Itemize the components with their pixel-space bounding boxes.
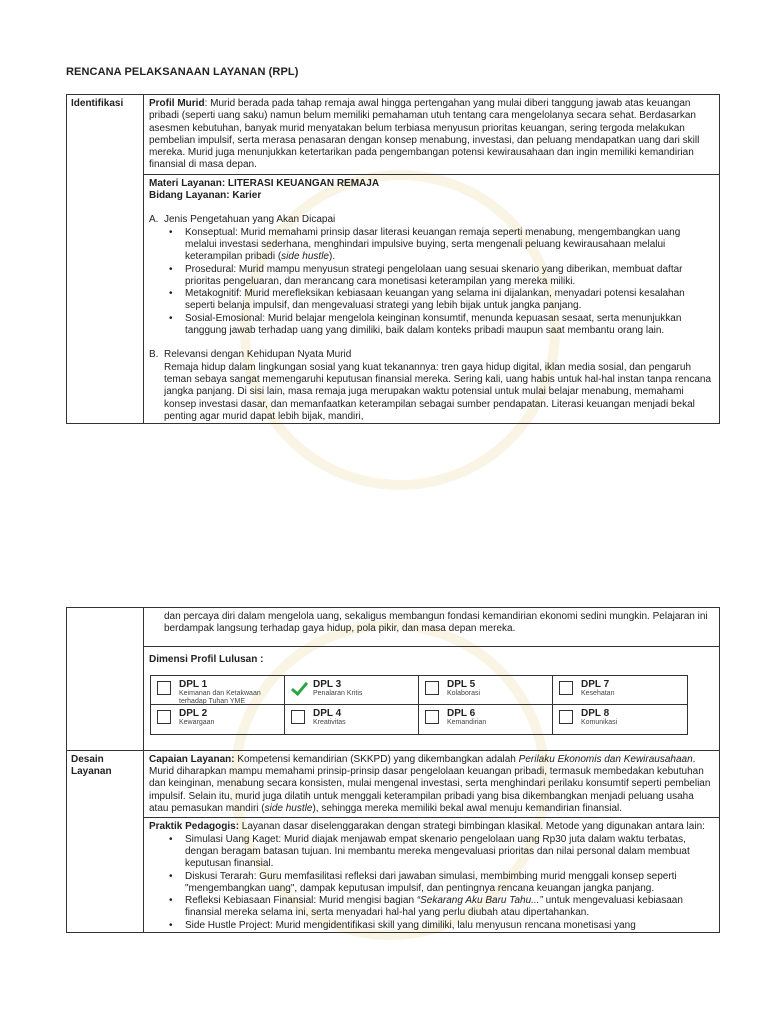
section-label-identifikasi: Identifikasi	[67, 95, 144, 424]
list-item: • Sosial-Emosional: Murid belajar mengelola keinginan konsumtif, menunda kepuasan sesaat, serta menunjukkan tanggung jawab terhadap uang yang dimiliki, baik dalam konteks pribadi maupun saat membantu orang lain.	[185, 313, 714, 338]
praktik-pedagogis-cell: Praktik Pedagogis: Layanan dasar diselenggarakan dengan strategi bimbingan klasikal. Metode yang digunakan antara lain: • Simulasi Uang Kaget: Murid diajak menjawab empat skenario pengelolaan uang Rp30 juta dalam waktu terbatas, dengan beragam batasan tujuan. Ini membantu mereka mengevaluasi prioritas dan nilai personal dalam membuat keputusan finansial. • Diskusi Terarah: Guru memfasilitasi refleksi dari jawaban simulasi, membimbing murid menggali konsep seperti "mengembangkan uang", dampak keputusan impulsif, dan pentingnya rencana keuangan jangka panjang. • Refleksi Kebiasaan Finansial: Murid mengisi bagian “Sekarang Aku Baru Tahu...” untuk mengevaluasi kebiasaan finansial mereka selama ini, serta menyadari hal-hal yang perlu diubah atau dipertahankan. • Side Hustle Project: Murid mengidentifikasi skill yang dimiliki, lalu menyusun rencana monetisasi yang	[144, 818, 720, 933]
rpl-table-page-2	[66, 607, 720, 933]
section-b-heading	[149, 349, 714, 361]
praktik-label: Praktik Pedagogis:	[149, 821, 240, 833]
list-item: • Diskusi Terarah: Guru memfasilitasi refleksi dari jawaban simulasi, membimbing murid menggali konsep seperti "mengembangkan uang", dampak keputusan impulsif, dan pentingnya rencana keuangan jangka panjang.	[185, 871, 714, 896]
capaian-label: Capaian Layanan:	[149, 753, 235, 765]
document-title: RENCANA PELAKSANAAN LAYANAN (RPL)	[66, 66, 299, 78]
dpl-item[interactable]: DPL 8 Komunikasi	[553, 705, 687, 734]
dpl-item[interactable]: DPL 4 Kreativitas	[285, 705, 419, 734]
rpl-table-page-1	[66, 94, 720, 424]
section-a-letter: A.	[149, 214, 159, 226]
dpl-item[interactable]: DPL 5 Kolaborasi	[419, 676, 553, 705]
section-b-letter: B.	[149, 349, 159, 361]
checkmark-icon[interactable]	[291, 681, 305, 695]
materi-layanan-label: Materi Layanan	[149, 177, 222, 189]
bidang-layanan: Bidang Layanan: Karier	[149, 190, 262, 202]
section-b-text-continued: dan percaya diri dalam mengelola uang, sekaligus membangun fondasi kemandirian ekonomi sedini mungkin. Pelajaran ini berdampak langsung terhadap gaya hidup, pola pikir, dan masa depan mereka.	[164, 611, 708, 635]
knowledge-list	[149, 227, 714, 338]
checkbox-icon[interactable]	[425, 681, 439, 695]
profil-murid-text: : Murid berada pada tahap remaja awal hingga pertengahan yang mulai diberi tanggung jawab atas keuangan pribadi (seperti uang saku) namun belum memiliki pemahaman utuh tentang cara mengelolanya secara sehat. Berdasarkan asesmen kebutuhan, banyak murid menyatakan belum terbiasa menyusun prioritas keuangan, sering tergoda melakukan pembelian impulsif, serta merasa penasaran dengan konsep menabung, investasi, dan peluang mendapatkan uang dari skill mereka. Murid juga menunjukkan ketertarikan pada pengembangan potensi kewirausahaan dan ingin memiliki kemandirian finansial di masa depan.	[149, 98, 700, 171]
capaian-layanan-cell: Capaian Layanan: Kompetensi kemandirian (SKKPD) yang dikembangkan adalah Perilaku Ekonomis dan Kewirausahaan. Murid diharapkan mampu memahami prinsip-prinsip dasar pengelolaan keuangan pribadi, termasuk membedakan kebutuhan dan keinginan, menabung secara konsisten, mulai mengenal investasi, serta menghindari perilaku konsumtif seperti pembelian impulsif. Selain itu, murid juga dilatih untuk menggali keterampilan pribadi yang bisa dikembangkan menjadi peluang usaha atau pemasukan mandiri (side hustle), sehingga mereka memiliki bekal awal menuju kemandirian finansial.	[144, 750, 720, 817]
materi-layanan-value: : LITERASI KEUANGAN REMAJA	[221, 177, 380, 189]
method-list	[149, 834, 714, 932]
dpl-item[interactable]: DPL 3 Penalaran Kritis	[285, 676, 419, 705]
checkbox-icon[interactable]	[291, 710, 305, 724]
profil-murid-cell	[144, 95, 720, 175]
section-b-title: Relevansi dengan Kehidupan Nyata Murid	[164, 349, 352, 361]
materi-layanan-cell	[144, 174, 720, 423]
section-label-desain: Desain Layanan	[67, 750, 144, 932]
checkbox-icon[interactable]	[157, 681, 171, 695]
dpl-item[interactable]: DPL 1 Keimanan dan Ketakwaan terhadap Tuhan YME	[151, 676, 285, 705]
profil-murid-label: Profil Murid	[149, 98, 205, 109]
dpl-item[interactable]: DPL 7 Kesehatan	[553, 676, 687, 705]
list-item: • Simulasi Uang Kaget: Murid diajak menjawab empat skenario pengelolaan uang Rp30 juta dalam waktu terbatas, dengan beragam batasan tujuan. Ini membantu mereka mengevaluasi prioritas dan nilai personal dalam membuat keputusan finansial.	[185, 834, 714, 871]
dpl-item[interactable]: DPL 6 Kemandirian	[419, 705, 553, 734]
dimensi-profil-title: Dimensi Profil Lulusan :	[149, 653, 264, 665]
section-a-title: Jenis Pengetahuan yang Akan Dicapai	[164, 214, 336, 226]
list-item: • Refleksi Kebiasaan Finansial: Murid mengisi bagian “Sekarang Aku Baru Tahu...” untuk mengevaluasi kebiasaan finansial mereka selama ini, serta menyadari hal-hal yang perlu diubah atau dipertahankan.	[185, 895, 714, 920]
dimensi-profil-cell	[144, 646, 720, 750]
list-item: • Prosedural: Murid mampu menyusun strategi pengelolaan uang sesuai skenario yang diberikan, membuat daftar prioritas pengeluaran, dan merancang cara monetisasi keterampilan yang mereka miliki.	[185, 264, 714, 289]
section-b-text: Remaja hidup dalam lingkungan sosial yang kuat tekanannya: tren gaya hidup digital, iklan media sosial, dan pengaruh teman sebaya sangat memengaruhi keputusan finansial mereka. Sering kali, uang habis untuk hal-hal instan tanpa rencana jangka panjang. Di sisi lain, masa remaja juga merupakan waktu potensial untuk mulai belajar menabung, memahami konsep investasi dasar, dan memanfaatkan keterampilan sebagai sumber pendapatan. Literasi keuangan menjadi bekal penting agar murid dapat lebih bijak, mandiri,	[164, 361, 712, 422]
checkbox-icon[interactable]	[425, 710, 439, 724]
relevansi-continued-cell	[144, 608, 720, 647]
checkbox-icon[interactable]	[157, 710, 171, 724]
list-item: • Metakognitif: Murid merefleksikan kebiasaan keuangan yang selama ini dijalankan, menyadari potensi kesalahan seperti belanja impulsif, dan mengevaluasi strategi yang lebih bijak untuk jangka panjang.	[185, 288, 714, 313]
list-item: • Side Hustle Project: Murid mengidentifikasi skill yang dimiliki, lalu menyusun rencana monetisasi yang	[185, 920, 714, 932]
dpl-grid	[150, 675, 688, 735]
list-item: • Konseptual: Murid memahami prinsip dasar literasi keuangan remaja seperti menabung, mengembangkan uang melalui investasi sederhana, menghindari impulsive buying, serta mengenali peluang kewirausahaan melalui keterampilan pribadi (side hustle).	[185, 227, 714, 264]
checkbox-icon[interactable]	[559, 710, 573, 724]
checkbox-icon[interactable]	[559, 681, 573, 695]
dpl-item[interactable]: DPL 2 Kewargaan	[151, 705, 285, 734]
section-a-heading	[149, 214, 714, 226]
section-label-empty	[67, 608, 144, 751]
